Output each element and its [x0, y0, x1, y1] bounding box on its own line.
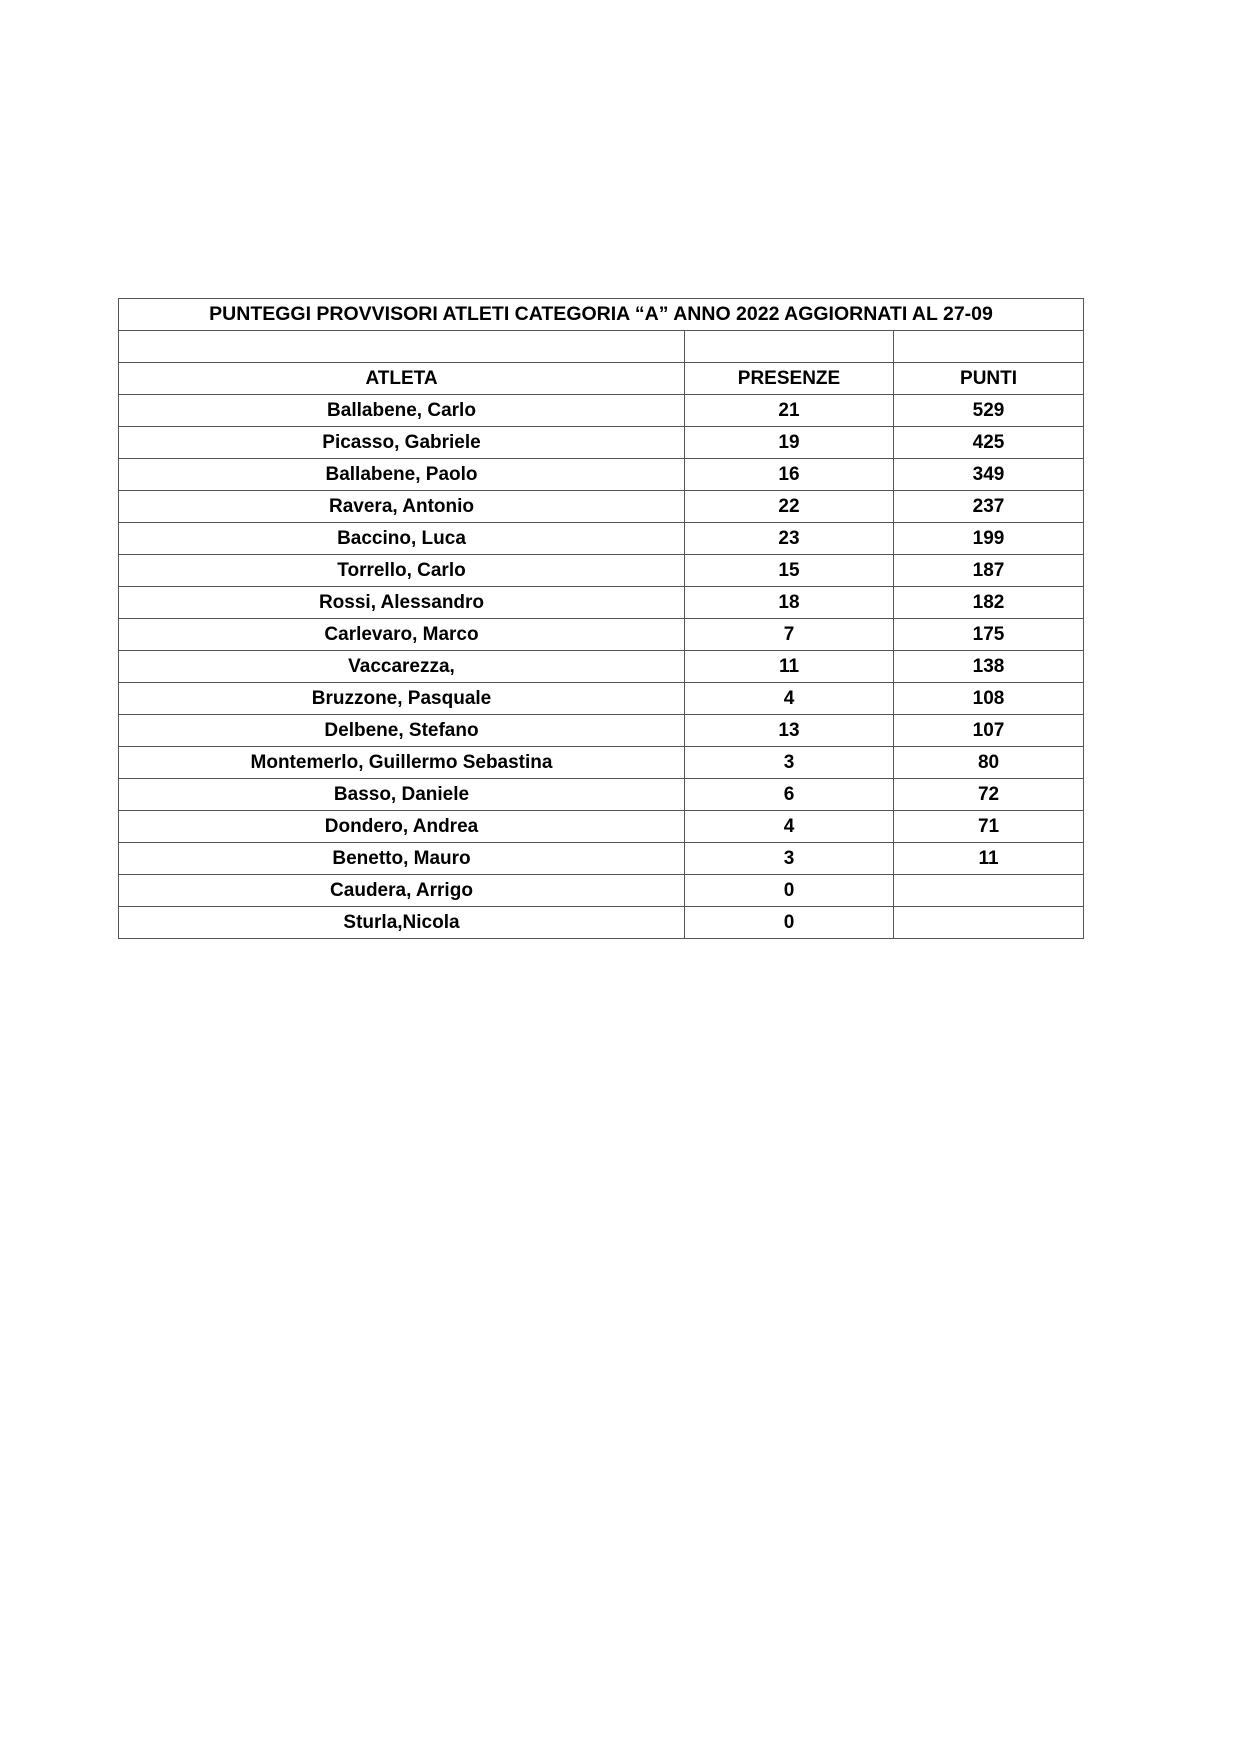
presenze-value: 3: [685, 843, 894, 875]
table-row: [119, 459, 1084, 491]
punti-value: 175: [894, 619, 1084, 651]
athlete-name: Picasso, Gabriele: [119, 427, 685, 459]
punti-value: 187: [894, 555, 1084, 587]
punti-value: 349: [894, 459, 1084, 491]
athlete-name: Ravera, Antonio: [119, 491, 685, 523]
table-row: [119, 907, 1084, 939]
presenze-value: 16: [685, 459, 894, 491]
presenze-value: 23: [685, 523, 894, 555]
table-row: [119, 587, 1084, 619]
standings-table: [118, 298, 1084, 939]
punti-value: 72: [894, 779, 1084, 811]
athlete-name: Ballabene, Carlo: [119, 395, 685, 427]
presenze-value: 13: [685, 715, 894, 747]
table-row: [119, 427, 1084, 459]
table-row: [119, 779, 1084, 811]
table-row: [119, 875, 1084, 907]
presenze-value: 21: [685, 395, 894, 427]
blank-row: [119, 331, 1084, 363]
athlete-name: Delbene, Stefano: [119, 715, 685, 747]
table-row: [119, 715, 1084, 747]
athlete-name: Rossi, Alessandro: [119, 587, 685, 619]
punti-value: 80: [894, 747, 1084, 779]
blank-cell: [119, 331, 685, 363]
punti-value: 108: [894, 683, 1084, 715]
punti-value: 71: [894, 811, 1084, 843]
athlete-name: Dondero, Andrea: [119, 811, 685, 843]
presenze-value: 0: [685, 907, 894, 939]
punti-value: [894, 875, 1084, 907]
presenze-value: 0: [685, 875, 894, 907]
table-row: [119, 491, 1084, 523]
athlete-name: Carlevaro, Marco: [119, 619, 685, 651]
header-punti: PUNTI: [894, 363, 1084, 395]
header-atleta: ATLETA: [119, 363, 685, 395]
punti-value: 237: [894, 491, 1084, 523]
presenze-value: 6: [685, 779, 894, 811]
presenze-value: 4: [685, 683, 894, 715]
athlete-name: Benetto, Mauro: [119, 843, 685, 875]
table-row: [119, 523, 1084, 555]
table-row: [119, 747, 1084, 779]
blank-cell: [685, 331, 894, 363]
table-row: [119, 651, 1084, 683]
presenze-value: 18: [685, 587, 894, 619]
table-row: [119, 395, 1084, 427]
athlete-name: Montemerlo, Guillermo Sebastina: [119, 747, 685, 779]
table-row: [119, 683, 1084, 715]
table-row: [119, 619, 1084, 651]
blank-cell: [894, 331, 1084, 363]
punti-value: 107: [894, 715, 1084, 747]
header-presenze: PRESENZE: [685, 363, 894, 395]
presenze-value: 3: [685, 747, 894, 779]
table-row: [119, 843, 1084, 875]
presenze-value: 19: [685, 427, 894, 459]
athlete-name: Ballabene, Paolo: [119, 459, 685, 491]
standings-sheet: [118, 298, 1083, 939]
punti-value: [894, 907, 1084, 939]
presenze-value: 7: [685, 619, 894, 651]
athlete-name: Basso, Daniele: [119, 779, 685, 811]
athlete-name: Baccino, Luca: [119, 523, 685, 555]
punti-value: 11: [894, 843, 1084, 875]
presenze-value: 4: [685, 811, 894, 843]
punti-value: 529: [894, 395, 1084, 427]
athlete-name: Bruzzone, Pasquale: [119, 683, 685, 715]
table-row: [119, 555, 1084, 587]
athlete-name: Caudera, Arrigo: [119, 875, 685, 907]
punti-value: 425: [894, 427, 1084, 459]
header-row: [119, 363, 1084, 395]
presenze-value: 22: [685, 491, 894, 523]
table-row: [119, 811, 1084, 843]
title-row: [119, 299, 1084, 331]
presenze-value: 15: [685, 555, 894, 587]
athlete-name: Vaccarezza,: [119, 651, 685, 683]
punti-value: 199: [894, 523, 1084, 555]
punti-value: 182: [894, 587, 1084, 619]
athlete-name: Torrello, Carlo: [119, 555, 685, 587]
presenze-value: 11: [685, 651, 894, 683]
punti-value: 138: [894, 651, 1084, 683]
athlete-name: Sturla,Nicola: [119, 907, 685, 939]
table-title: PUNTEGGI PROVVISORI ATLETI CATEGORIA “A” ANNO 2022 AGGIORNATI AL 27-09: [119, 299, 1084, 331]
